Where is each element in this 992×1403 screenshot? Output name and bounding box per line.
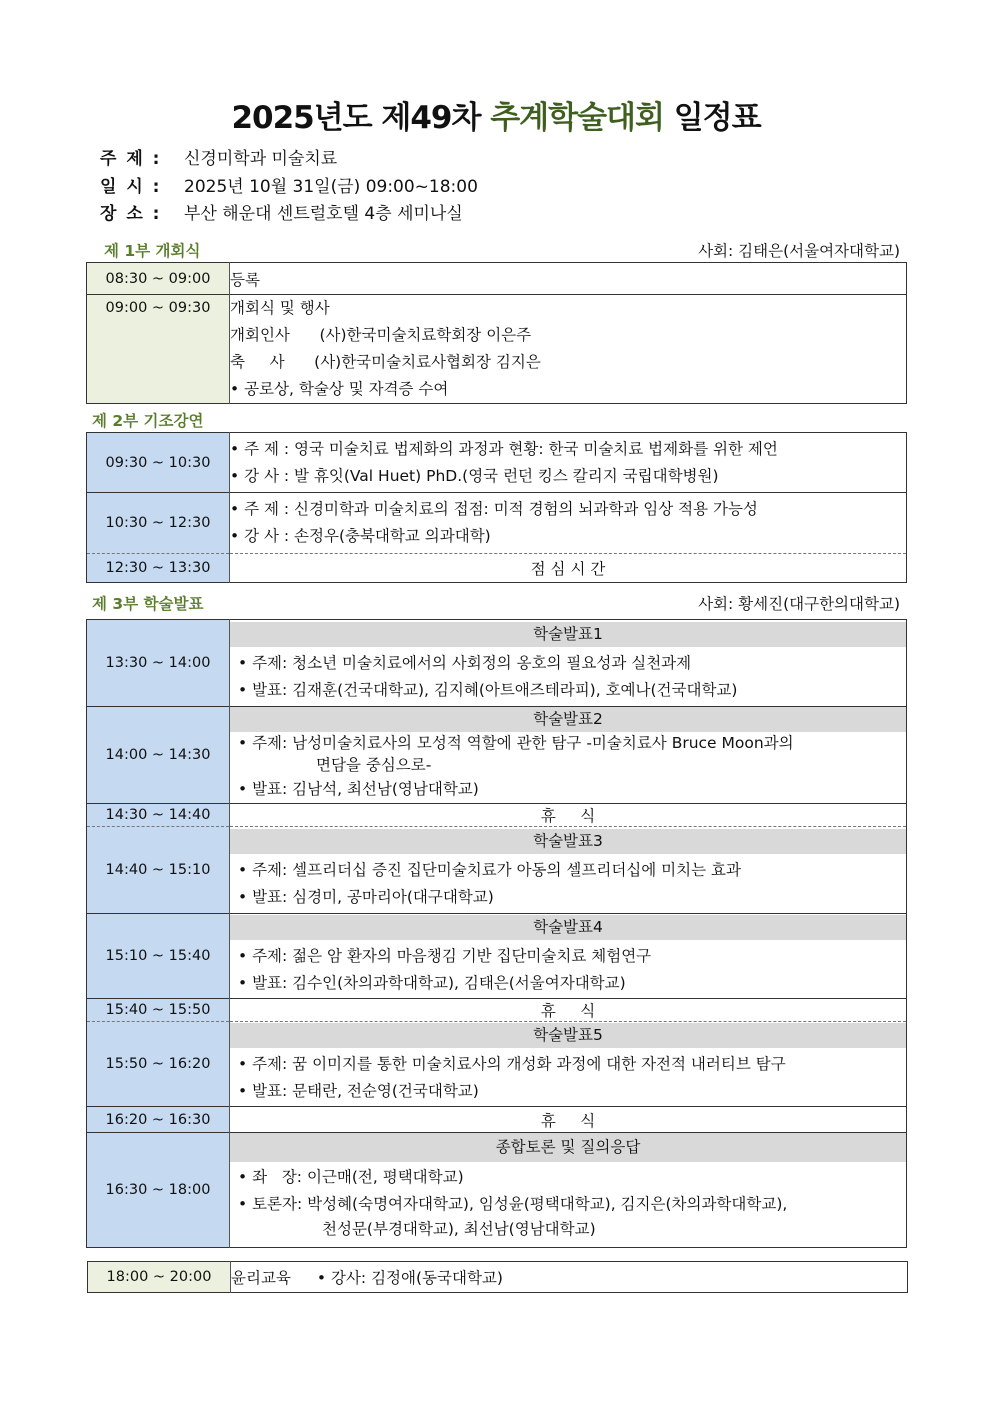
time-cell: 14:00 ~ 14:30 bbox=[87, 707, 230, 804]
content-cell: • 주 제 : 영국 미술치료 법제화의 과정과 현황: 한국 미술치료 법제화를 위한 제언 • 강 사 : 발 휴잇(Val Huet) PhD.(영국 런던 킹스 칼리지 국립대학병원) bbox=[230, 439, 778, 485]
time-cell: 10:30 ~ 12:30 bbox=[87, 493, 230, 554]
page-title: 2025년도 제49차 추계학술대회 일정표 bbox=[231, 100, 761, 136]
break-cell: 휴 식 bbox=[230, 804, 907, 827]
info-theme: 주 제 : 신경미학과 미술치료 bbox=[100, 149, 338, 169]
part3-table bbox=[86, 619, 907, 1248]
table-row bbox=[87, 620, 907, 707]
time-cell: 13:30 ~ 14:00 bbox=[87, 620, 230, 707]
content-cell: 개회식 및 행사 개회인사 (사)한국미술치료학회장 이은주 축 사 (사)한국미술치료사협회장 김지은 • 공로상, 학술상 및 자격증 수여 bbox=[230, 295, 907, 404]
content-cell: • 주 제 : 신경미학과 미술치료의 접점: 미적 경험의 뇌과학과 임상 적용 가능성 • 강 사 : 손정우(충북대학교 의과대학) bbox=[230, 493, 907, 554]
break-cell: 휴 식 bbox=[230, 1107, 907, 1133]
table-row bbox=[87, 1133, 907, 1248]
content-cell: 학술발표3 • 주제: 셀프리더십 증진 집단미술치료가 아동의 셀프리더십에 미치는 효과 • 발표: 심경미, 공마리아(대구대학교) bbox=[230, 827, 907, 914]
content-cell: 등록 bbox=[230, 270, 260, 289]
content-cell: 학술발표1 • 주제: 청소년 미술치료에서의 사회정의 옹호의 필요성과 실천과제 • 발표: 김재훈(건국대학교), 김지혜(아트애즈테라피), 호예나(건국대학교) bbox=[230, 620, 907, 707]
table-row bbox=[87, 827, 907, 914]
part1-host: 사회: 김태은(서울여자대학교) bbox=[698, 242, 900, 260]
content-cell: 종합토론 및 질의응답 • 좌 장: 이근매(전, 평택대학교) • 토론자: 박성혜(숙명여자대학교), 임성윤(평택대학교), 김지은(차의과학대학교), 천성문(부경대학교), 최선남(영남대학교) bbox=[230, 1133, 907, 1248]
part2-title: 제 2부 기조강연 bbox=[92, 412, 204, 430]
time-cell: 09:30 ~ 10:30 bbox=[87, 433, 230, 493]
table-row bbox=[87, 707, 907, 804]
content-cell: 윤리교육 • 강사: 김정애(동국대학교) bbox=[231, 1269, 503, 1287]
table-row bbox=[88, 1262, 908, 1293]
info-date: 일 시 : 2025년 10월 31일(금) 09:00~18:00 bbox=[100, 177, 478, 197]
time-cell: 14:30 ~ 14:40 bbox=[87, 804, 230, 827]
ethics-table bbox=[87, 1261, 908, 1293]
time-cell: 16:30 ~ 18:00 bbox=[87, 1133, 230, 1248]
time-cell: 08:30 ~ 09:00 bbox=[87, 263, 230, 295]
break-cell: 휴 식 bbox=[230, 999, 907, 1022]
table-row bbox=[87, 554, 907, 583]
table-row bbox=[87, 999, 907, 1022]
part3-title: 제 3부 학술발표 bbox=[92, 595, 204, 613]
time-cell: 15:50 ~ 16:20 bbox=[87, 1022, 230, 1107]
time-cell: 09:00 ~ 09:30 bbox=[87, 295, 230, 404]
info-venue: 장 소 : 부산 해운대 센트럴호텔 4층 세미나실 bbox=[100, 204, 463, 224]
time-cell: 14:40 ~ 15:10 bbox=[87, 827, 230, 914]
table-row bbox=[87, 914, 907, 999]
content-cell: 학술발표5 • 주제: 꿈 이미지를 통한 미술치료사의 개성화 과정에 대한 자전적 내러티브 탐구 • 발표: 문태란, 전순영(건국대학교) bbox=[230, 1022, 907, 1107]
time-cell: 12:30 ~ 13:30 bbox=[87, 554, 230, 583]
content-cell: 학술발표2 • 주제: 남성미술치료사의 모성적 역할에 관한 탐구 -미술치료사 Bruce Moon과의 면담을 중심으로- • 발표: 김남석, 최선남(영남대학교) bbox=[230, 707, 907, 804]
time-cell: 15:10 ~ 15:40 bbox=[87, 914, 230, 999]
lunch-cell: 점 심 시 간 bbox=[230, 554, 907, 583]
part2-table bbox=[86, 432, 907, 583]
part1-title: 제 1부 개회식 bbox=[104, 242, 201, 260]
content-cell: 학술발표4 • 주제: 젊은 암 환자의 마음챙김 기반 집단미술치료 체험연구 • 발표: 김수인(차의과학대학교), 김태은(서울여자대학교) bbox=[230, 914, 907, 999]
table-row bbox=[87, 263, 907, 295]
table-row bbox=[87, 433, 907, 493]
time-cell: 16:20 ~ 16:30 bbox=[87, 1107, 230, 1133]
table-row bbox=[87, 1107, 907, 1133]
part3-host: 사회: 황세진(대구한의대학교) bbox=[698, 595, 900, 613]
time-cell: 15:40 ~ 15:50 bbox=[87, 999, 230, 1022]
time-cell: 18:00 ~ 20:00 bbox=[88, 1262, 231, 1293]
table-row bbox=[87, 804, 907, 827]
part1-table bbox=[86, 262, 907, 404]
table-row bbox=[87, 1022, 907, 1107]
table-row bbox=[87, 295, 907, 404]
table-row bbox=[87, 493, 907, 554]
